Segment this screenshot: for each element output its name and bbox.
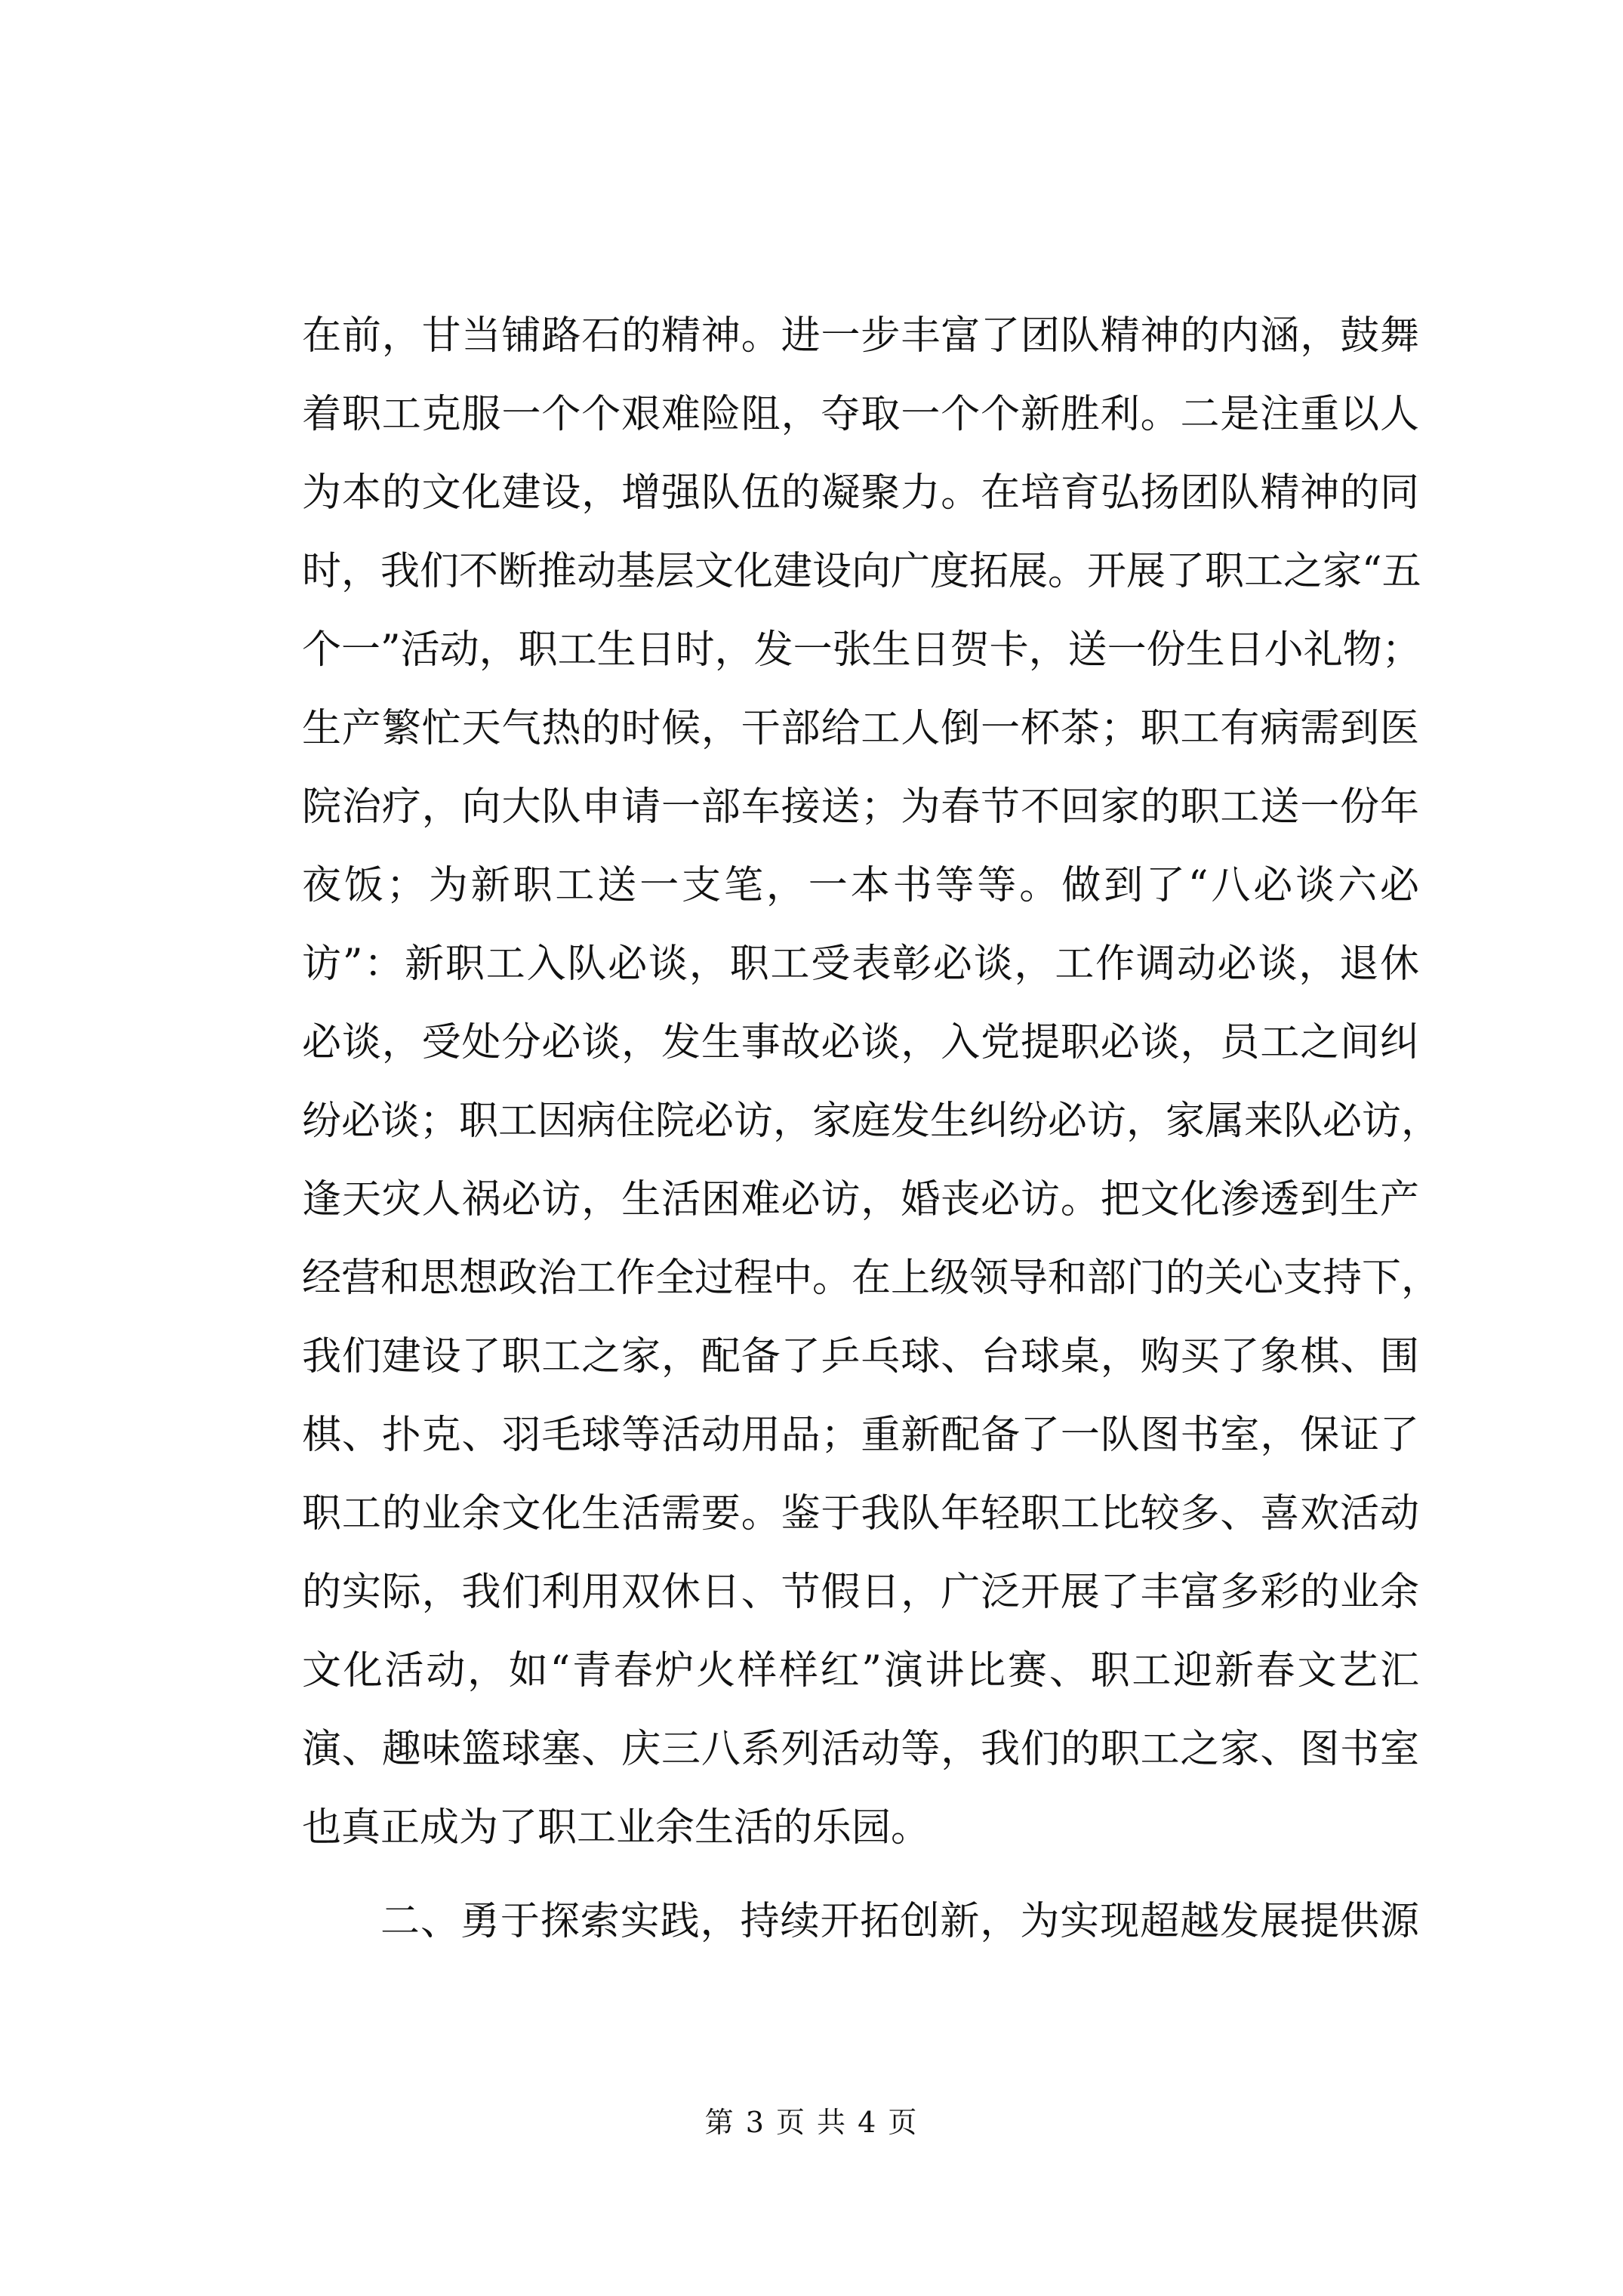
text-line: 逢天灾人祸必访，生活困难必访，婚丧必访。把文化渗透到生产 — [302, 1177, 1419, 1222]
text-line: 职工的业余文化生活需要。鉴于我队年轻职工比较多、喜欢活动 — [302, 1491, 1419, 1536]
text-line: 必谈，受处分必谈，发生事故必谈，入党提职必谈，员工之间纠 — [302, 1020, 1419, 1065]
body-text — [302, 297, 1441, 1961]
text-line: 演、趣味篮球塞、庆三八系列活动等，我们的职工之家、图书室 — [302, 1727, 1419, 1772]
text-line: 的实际，我们利用双休日、节假日，广泛开展了丰富多彩的业余 — [302, 1570, 1419, 1615]
text-line: 在前，甘当铺路石的精神。进一步丰富了团队精神的内涵，鼓舞 — [302, 313, 1419, 359]
text-line: 纷必谈；职工因病住院必访，家庭发生纠纷必访，家属来队必访， — [302, 1099, 1441, 1144]
text-line: 经营和思想政治工作全过程中。在上级领导和部门的关心支持下， — [302, 1256, 1441, 1301]
text-line: 个一”活动，职工生日时，发一张生日贺卡，送一份生日小礼物； — [302, 627, 1421, 673]
section-heading-line: 二、勇于探索实践，持续开拓创新，为实现超越发展提供源 — [380, 1899, 1419, 1944]
text-line: 棋、扑克、羽毛球等活动用品；重新配备了一队图书室，保证了 — [302, 1413, 1419, 1458]
paragraph-gap — [302, 1867, 1419, 1882]
text-line: 为本的文化建设，增强队伍的凝聚力。在培育弘扬团队精神的同 — [302, 470, 1419, 516]
text-line: 着职工克服一个个艰难险阻，夺取一个个新胜利。二是注重以人 — [302, 392, 1419, 437]
text-line: 夜饭；为新职工送一支笔，一本书等等。做到了“八必谈六必 — [302, 863, 1419, 908]
text-line: 也真正成为了职工业余生活的乐园。 — [302, 1805, 931, 1851]
text-line: 我们建设了职工之家，配备了乒乓球、台球桌，购买了象棋、围 — [302, 1334, 1419, 1379]
text-line: 时，我们不断推动基层文化建设向广度拓展。开展了职工之家“五 — [302, 549, 1421, 594]
text-line: 院治疗，向大队申请一部车接送；为春节不回家的职工送一份年 — [302, 784, 1419, 830]
text-line: 文化活动，如“青春炉火样样红”演讲比赛、职工迎新春文艺汇 — [302, 1648, 1419, 1693]
text-line: 访”：新职工入队必谈，职工受表彰必谈，工作调动必谈，退休 — [302, 942, 1419, 987]
text-line: 生产繁忙天气热的时候，干部给工人倒一杯茶；职工有病需到医 — [302, 706, 1419, 751]
page-footer: 第 3 页 共 4 页 — [704, 2106, 919, 2139]
